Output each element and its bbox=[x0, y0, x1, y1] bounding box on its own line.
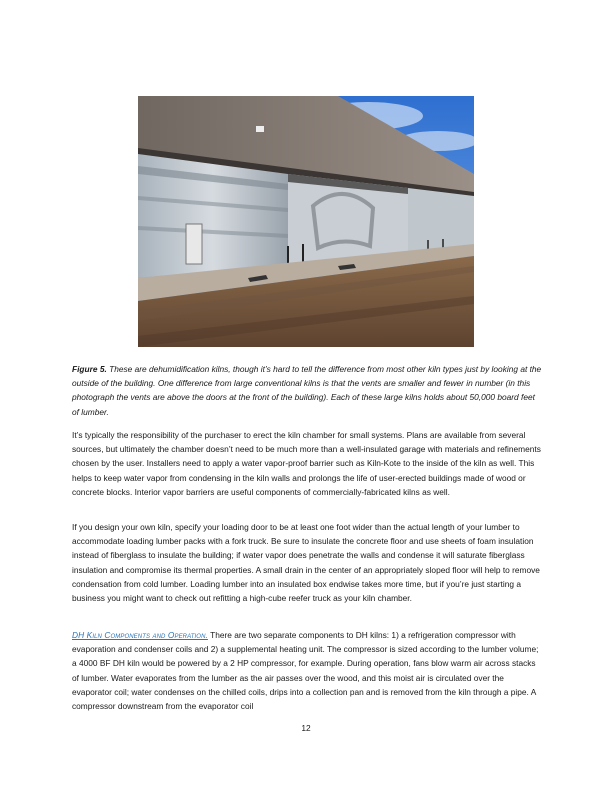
figure-caption bbox=[72, 362, 542, 419]
paragraph-components-text: There are two separate components to DH kilns: 1) a refrigeration compressor with evaporation and condenser coils and 2) a supplemental heating unit. The compressor is sized according to the lumber volume; a 4000 BF DH kiln would be powered by a 2 HP compressor, for example. During operation, fans blow warm air across stacks of lumber. Water evaporates from the lumber as the air passes over the wood, and this moist air is circulated over the evaporator coil; water condenses on the chilled coils, drips into a collection pan and is removed from the kiln through a pipe. A compressor downstream from the evaporator coil bbox=[72, 630, 539, 712]
section-heading-link[interactable]: DH Kiln Components and Operation. bbox=[72, 630, 208, 640]
paragraph-kiln-design: If you design your own kiln, specify your loading door to be at least one foot wider than the actual length of your lumber to accommodate loading lumber packs with a fork truck. Be sure to insulate the concrete floor and use sheets of foam insulation instead of fiberglass to insulate the building; if water vapor does penetrate the walls and condense it will saturate fiberglass insulation and compromise its thermal properties. A small drain in the center of an appropriately sloped floor will help to remove condensation from cold lumber. Loading lumber into an insulated box endwise takes more time, but if you’re just starting a business you might want to check out refitting a high-cube reefer truck as your kiln chamber. bbox=[72, 522, 540, 604]
paragraph-components bbox=[72, 628, 542, 713]
figure-caption-text: These are dehumidification kilns, though it’s hard to tell the difference from most other kiln types just by looking at the outside of the building. One difference from large conventional kilns is that the vents are smaller and fewer in number (in this photograph the vents are above the doors at the front of the building). Each of these large kilns holds about 50,000 board feet of lumber. bbox=[72, 364, 542, 417]
page-number: 12 bbox=[301, 723, 311, 733]
kiln-building-photo bbox=[138, 96, 474, 347]
figure-label: Figure 5. bbox=[72, 364, 107, 374]
paragraph-kiln-chamber: It’s typically the responsibility of the purchaser to erect the kiln chamber for small systems. Plans are available from several sources, but ultimately the chamber doesn’t need to be much more than a well-insulated garage with materials and refinements chosen by the user. Installers need to apply a water vapor-proof barrier such as Kiln-Kote to the inside of the kiln as well. This helps to keep water vapor from condensing in the kiln walls and prolongs the life of user-erected buildings made of wood or concrete blocks. Interior vapor barriers are useful components of commercially-fabricated kilns as well. bbox=[72, 430, 541, 497]
